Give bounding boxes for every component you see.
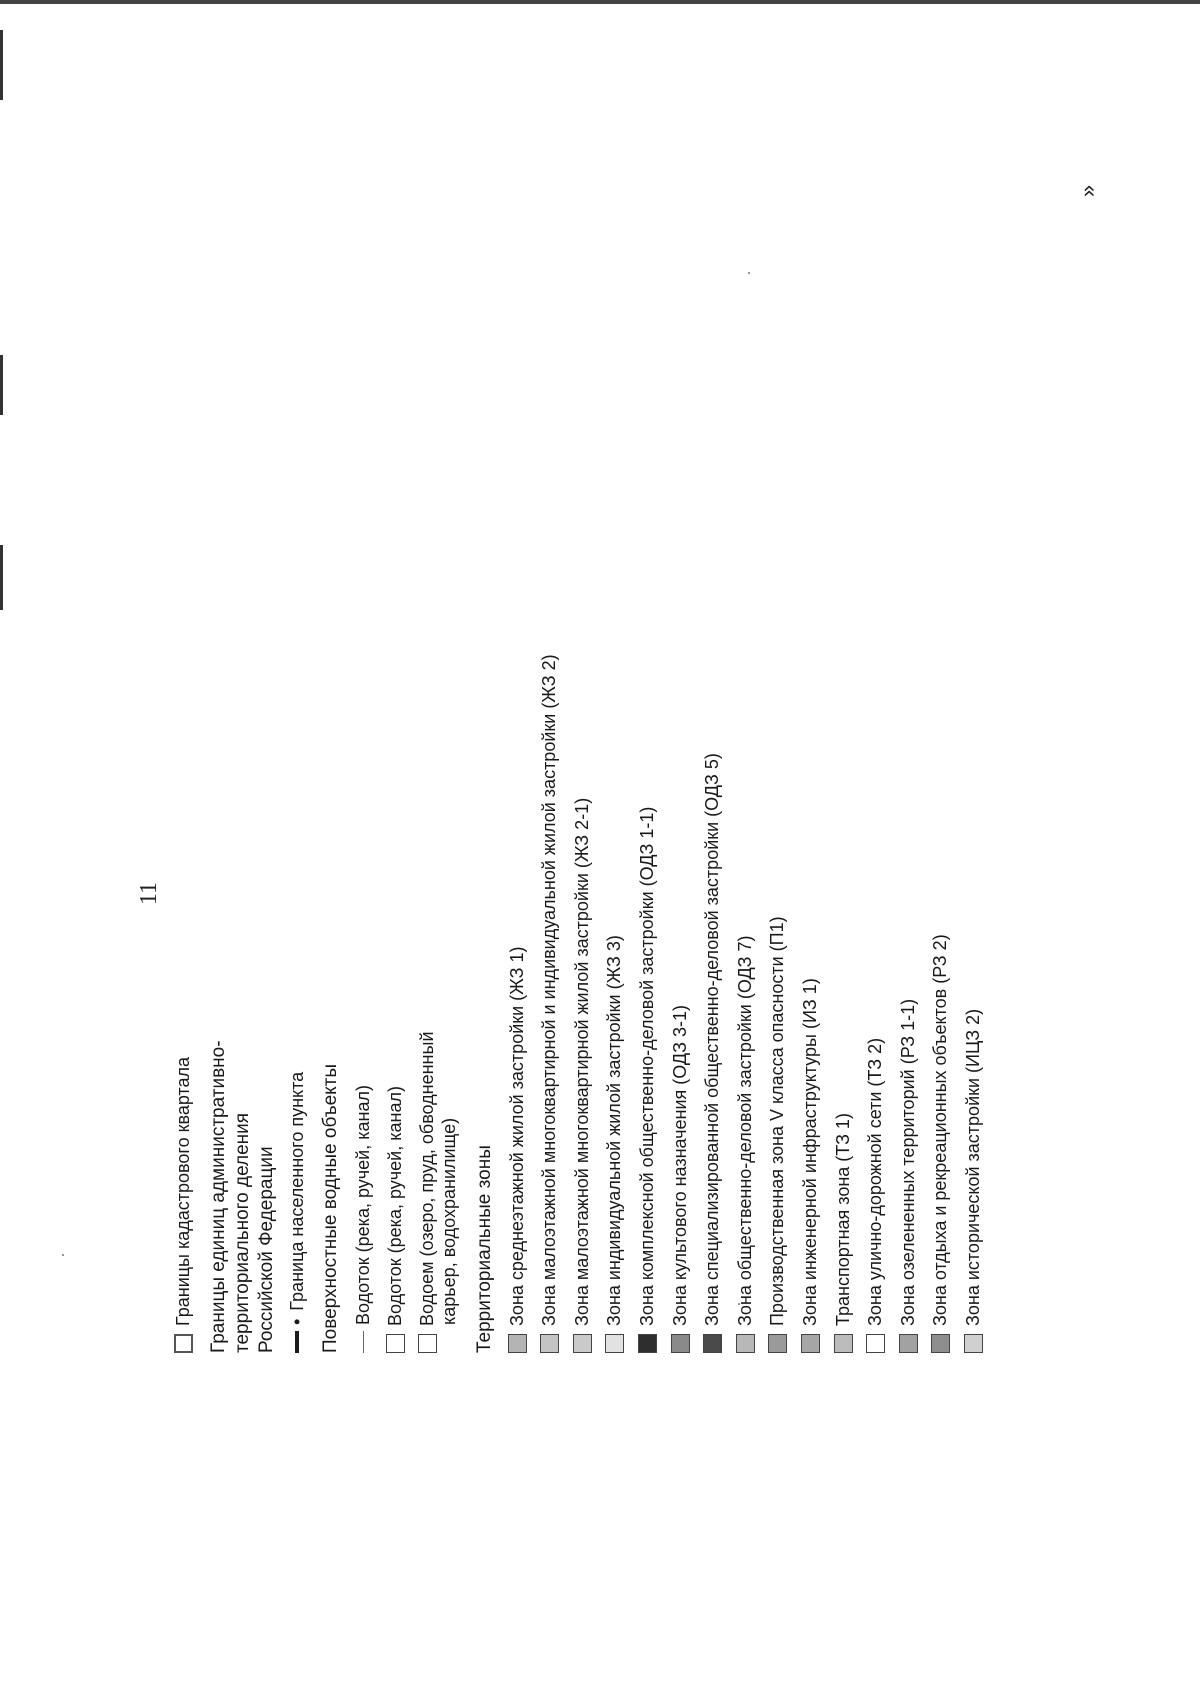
zone-label: Зона исторической застройки (ИЦЗ 2): [962, 1008, 983, 1326]
heading-line: Российской Федерации: [256, 1146, 277, 1353]
zone-color-swatch: [638, 1334, 657, 1353]
zone-legend-item: [832, 1113, 854, 1353]
zone-legend-item: [897, 999, 919, 1353]
zone-color-swatch: [736, 1334, 755, 1353]
zone-legend-item: [865, 1038, 887, 1353]
zone-label: Зона культового назначения (ОДЗ 3-1): [669, 1005, 690, 1326]
zone-color-swatch: [866, 1334, 885, 1353]
legend-item-water-body: [416, 1032, 438, 1354]
zone-legend-item: [539, 654, 561, 1353]
zone-legend-item: [799, 978, 821, 1353]
legend-label: Водоток (река, ручей, канал): [384, 1086, 405, 1326]
zone-label: Зона улично-дорожной сети (ТЗ 2): [865, 1037, 886, 1326]
zone-legend-item: [506, 947, 528, 1353]
legend-item-water-body-cont: [438, 1118, 460, 1325]
zone-color-swatch: [899, 1334, 918, 1353]
zone-label: Зона отдыха и рекреационных объектов (РЗ 2): [930, 934, 951, 1326]
zone-label: Зона инженерной инфраструктуры (ИЗ 1): [799, 978, 820, 1326]
zone-color-swatch: [671, 1334, 690, 1353]
scan-left-edge-mark: [0, 545, 3, 610]
zone-color-swatch: [801, 1334, 820, 1353]
zone-color-swatch: [573, 1334, 592, 1353]
zone-legend-item: [636, 807, 658, 1353]
water-objects-heading: [320, 1064, 342, 1353]
zone-label: Зона индивидуальной жилой застройки (ЖЗ 3): [604, 935, 625, 1326]
heading-text: Поверхностные водные объекты: [320, 1063, 341, 1353]
heading-line: территориального деления: [232, 1112, 253, 1353]
legend-label: карьер, водохранилище): [438, 1117, 459, 1325]
map-legend: [172, 413, 1052, 1353]
zone-label: Зона озелененных территорий (РЗ 1-1): [897, 998, 918, 1326]
legend-item-watercourse-line: [352, 1085, 374, 1353]
scan-speck: [748, 272, 750, 274]
page-number: 11: [136, 881, 163, 906]
zone-label: Зона среднеэтажной жилой застройки (ЖЗ 1): [506, 946, 527, 1326]
legend-label: Граница населенного пункта: [286, 1071, 307, 1311]
zones-heading: [474, 1145, 496, 1353]
scan-left-edge-mark: [0, 355, 3, 415]
watercourse-area-symbol: [386, 1334, 405, 1353]
legend-label: Водоем (озеро, пруд, обводненный: [416, 1031, 437, 1326]
bullet-icon: •: [286, 1318, 307, 1325]
zone-color-swatch: [834, 1334, 853, 1353]
zone-color-swatch: [540, 1334, 559, 1353]
scan-top-edge: [0, 0, 1200, 4]
zone-legend-item: [571, 798, 593, 1353]
zone-legend-item: [930, 934, 952, 1353]
zone-label: Зона малоэтажной многоквартирной и индивидуальной жилой застройки (ЖЗ 2): [539, 654, 560, 1326]
legend-item-settlement-boundary: [286, 1072, 308, 1353]
zone-legend-item: [702, 753, 724, 1353]
heading-line: Границы единиц административно-: [208, 1040, 229, 1353]
scan-left-edge-mark: [0, 30, 3, 100]
zone-color-swatch: [508, 1334, 527, 1353]
admin-units-heading: [256, 1146, 278, 1353]
settlement-boundary-symbol: [295, 1331, 299, 1353]
page-marker: »: [1075, 184, 1101, 198]
water-body-symbol: [418, 1334, 437, 1353]
zone-color-swatch: [768, 1334, 787, 1353]
zone-legend-item: [734, 935, 756, 1353]
legend-item-cadastral-block: [172, 1057, 194, 1353]
zone-label: Зона комплексной общественно-деловой застройки (ОДЗ 1-1): [636, 806, 657, 1326]
zone-label: Транспортная зона (ТЗ 1): [832, 1113, 853, 1326]
zone-label: Зона специализированной общественно-деловой застройки (ОДЗ 5): [702, 753, 723, 1326]
zone-legend-item: [767, 916, 789, 1353]
legend-label: Границы кадастрового квартала: [172, 1056, 193, 1326]
zone-legend-item: [669, 1005, 691, 1353]
zone-color-swatch: [964, 1334, 983, 1353]
cadastral-block-symbol: [174, 1334, 193, 1353]
watercourse-line-symbol: [363, 1331, 364, 1353]
zone-color-swatch: [931, 1334, 950, 1353]
scan-speck: [62, 1254, 64, 1256]
legend-label: Водоток (река, ручей, канал): [352, 1085, 373, 1325]
legend-item-watercourse-area: [384, 1086, 406, 1353]
zone-legend-item: [962, 1009, 984, 1353]
zone-label: Производственная зона V класса опасности (П1): [767, 916, 788, 1326]
zone-color-swatch: [605, 1334, 624, 1353]
zone-legend-item: [604, 935, 626, 1353]
zone-color-swatch: [703, 1334, 722, 1353]
admin-units-heading: [208, 1040, 230, 1353]
zone-label: Зона малоэтажной многоквартирной жилой застройки (ЖЗ 2-1): [571, 797, 592, 1326]
heading-text: Территориальные зоны: [474, 1145, 495, 1353]
zone-label: Зона общественно-деловой застройки (ОДЗ 7): [734, 935, 755, 1326]
admin-units-heading: [232, 1113, 254, 1353]
